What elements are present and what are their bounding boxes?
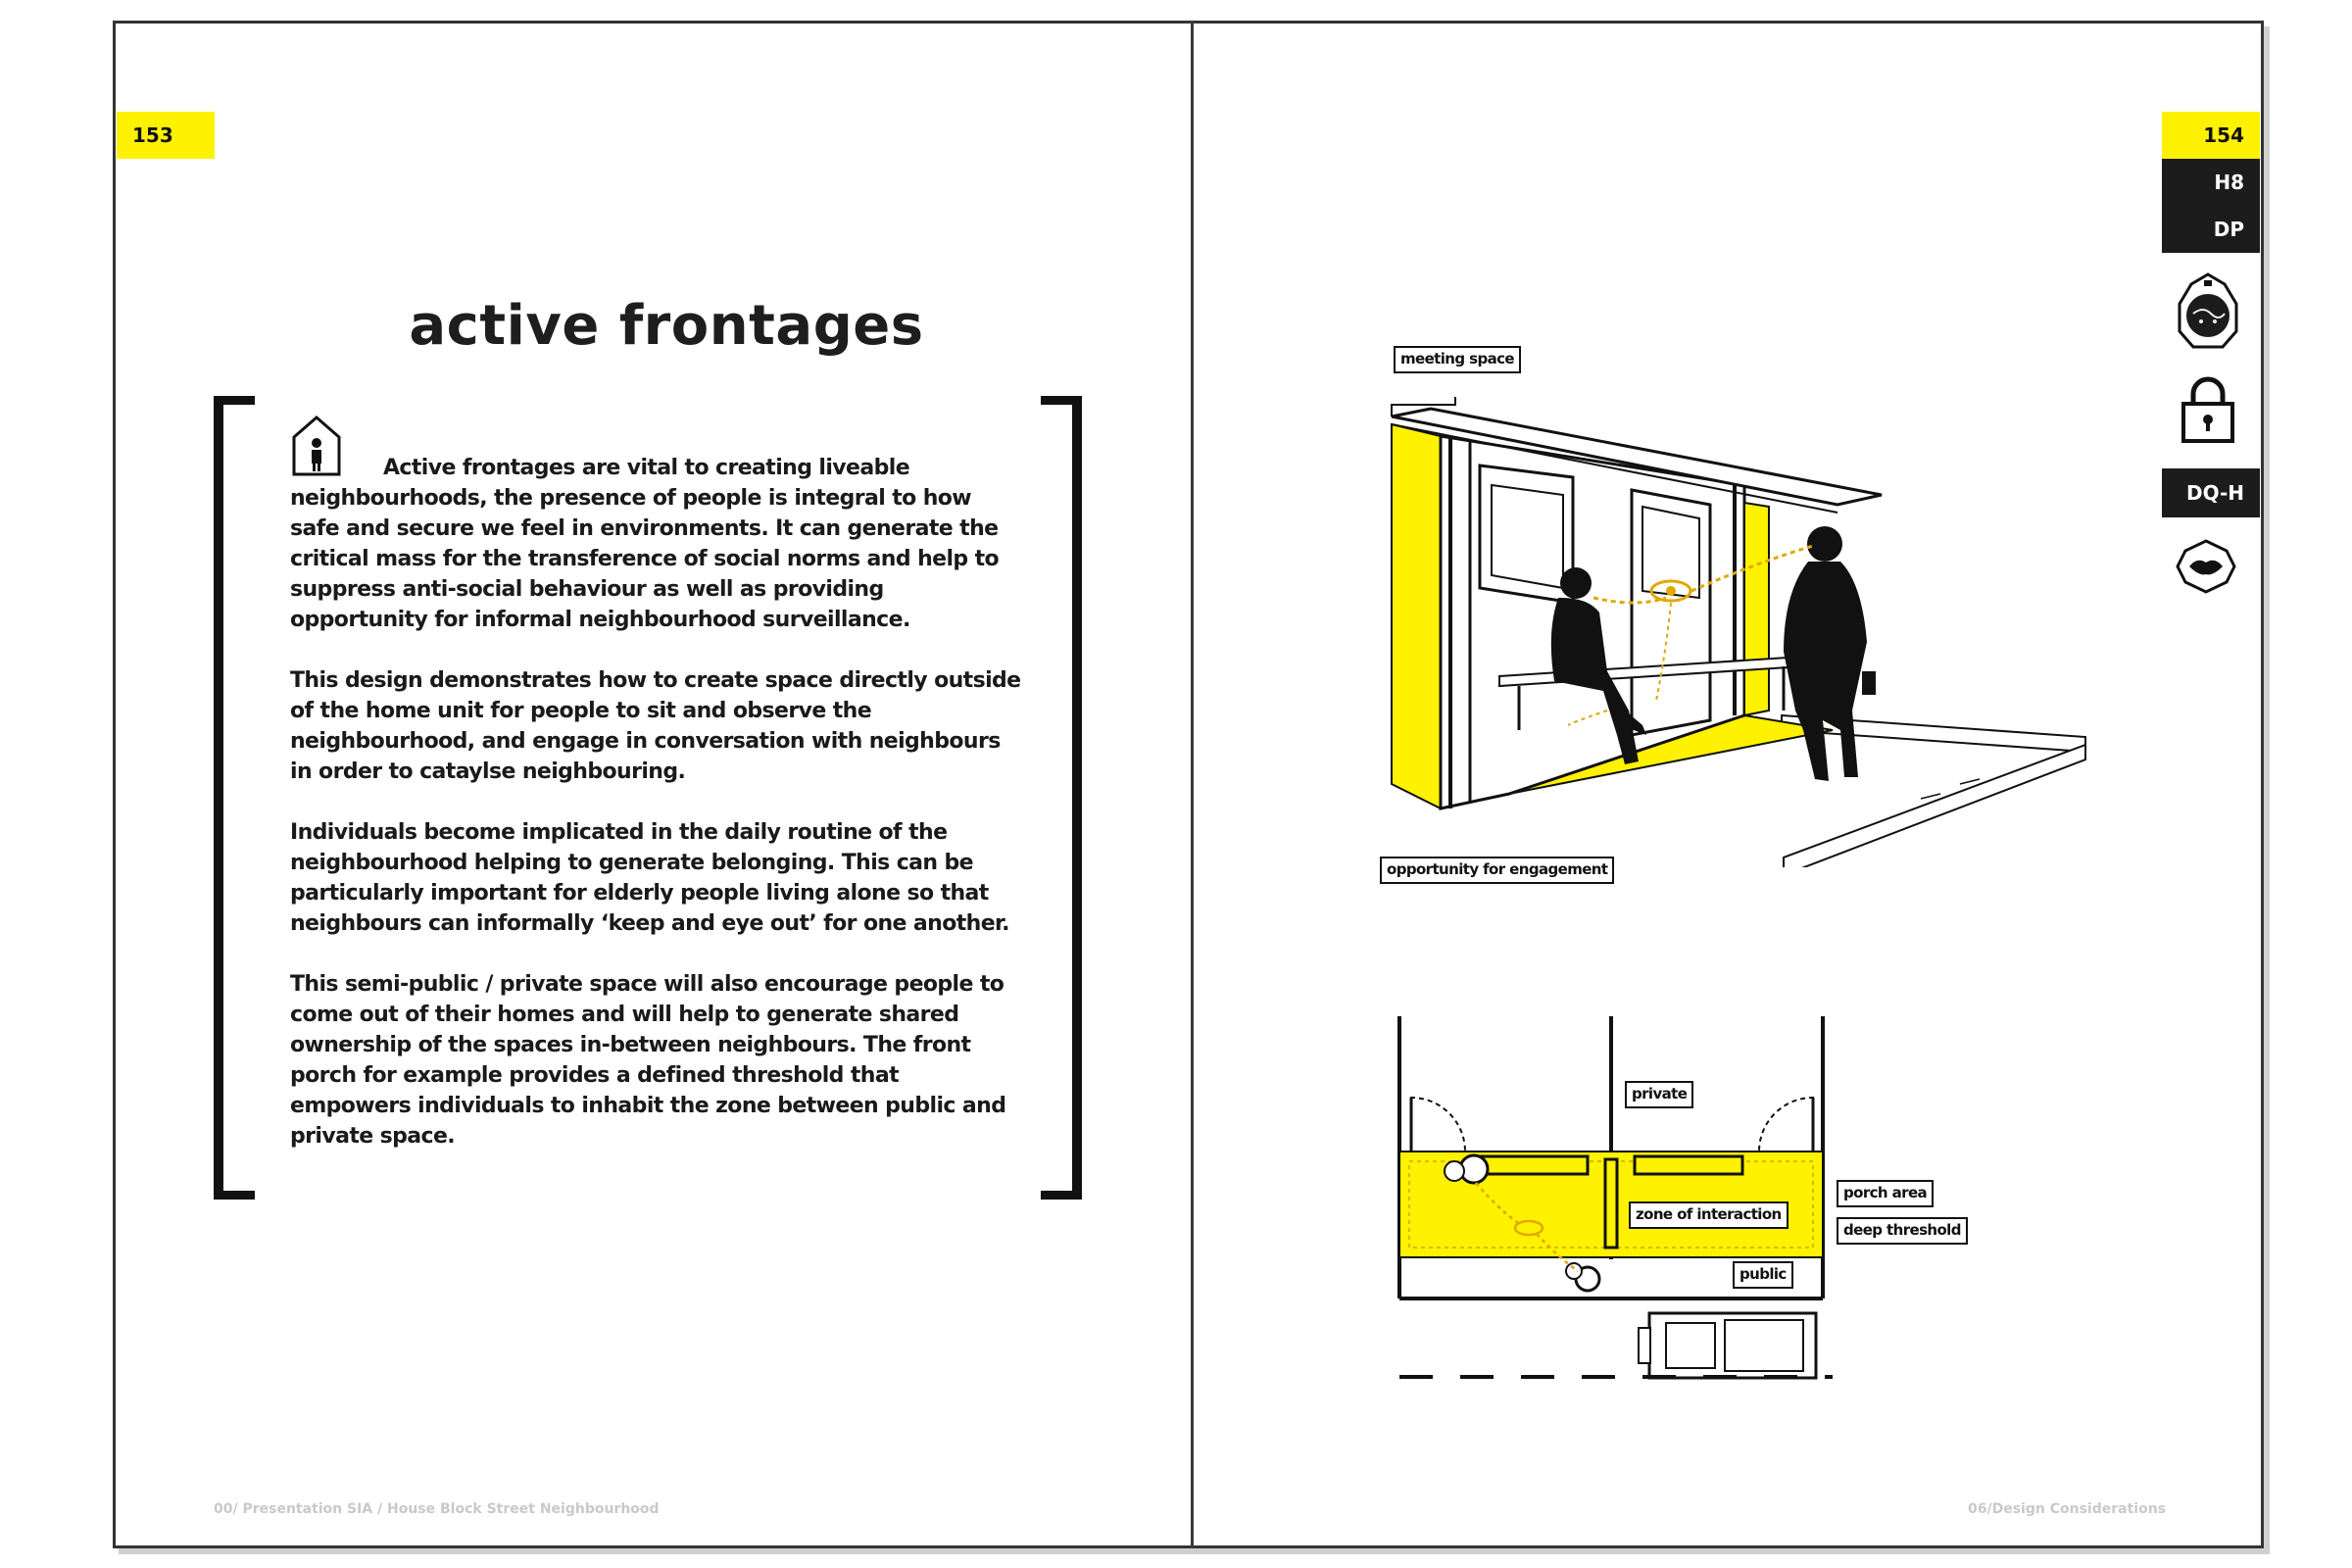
left-bracket (214, 396, 255, 1200)
page-title: active frontages (409, 294, 924, 358)
neighbourhood-map-icon (2174, 270, 2242, 353)
paragraph: Active frontages are vital to creating liveable neighbourhoods, the presence of people is integral to how safe and secure we feel in environments. It can generate the critical mass for the transference of social norms and help to suppress anti-social behaviour as well as providing opportunity for informal neighbourhood surveillance. (290, 456, 1000, 632)
label-porch-area: porch area (1837, 1180, 1934, 1207)
label-private: private (1625, 1081, 1693, 1108)
footer-left: 00/ Presentation SIA / House Block Street Neighbourhood (214, 1501, 660, 1517)
book-gutter (1191, 21, 1194, 1548)
right-bracket (1041, 396, 1082, 1200)
paragraph: This design demonstrates how to create space directly outside of the home unit for people to sit and observe the neighbourhood, and engage in conversation with neighbours in order to cataylse neighbouring. (290, 668, 1021, 784)
paragraph: Individuals become implicated in the daily routine of the neighbourhood helping to generate belonging. This can be particularly important for elderly people living alone so that neighbours can informally ‘keep and eye out’ for one another. (290, 820, 1009, 936)
padlock-icon (2180, 374, 2236, 445)
footer-right: 06/Design Considerations (1968, 1501, 2166, 1517)
tab-group (2162, 159, 2260, 253)
porch-perspective-illustration (1372, 397, 2097, 867)
label-opportunity-engagement: opportunity for engagement (1380, 857, 1614, 884)
label-meeting-space: meeting space (1394, 346, 1521, 373)
tab-dq-h: DQ-H (2162, 468, 2260, 517)
paragraph: This semi-public / private space will also encourage people to come out of their homes and will help to generate shared ownership of the spaces in-between neighbours. The front porch for example provides a defined threshold that empowers individuals to inhabit the zone between public and private space. (290, 972, 1006, 1149)
label-deep-threshold: deep threshold (1837, 1217, 1968, 1245)
page-number-left: 153 (117, 112, 215, 159)
tab-dp: DP (2213, 218, 2244, 241)
tab-h8: H8 (2214, 171, 2244, 194)
page-number-right: 154 (2162, 112, 2260, 159)
body-text (290, 453, 1023, 1182)
label-zone-of-interaction: zone of interaction (1629, 1201, 1788, 1229)
lips-icon (2174, 537, 2238, 596)
label-public: public (1733, 1261, 1793, 1289)
